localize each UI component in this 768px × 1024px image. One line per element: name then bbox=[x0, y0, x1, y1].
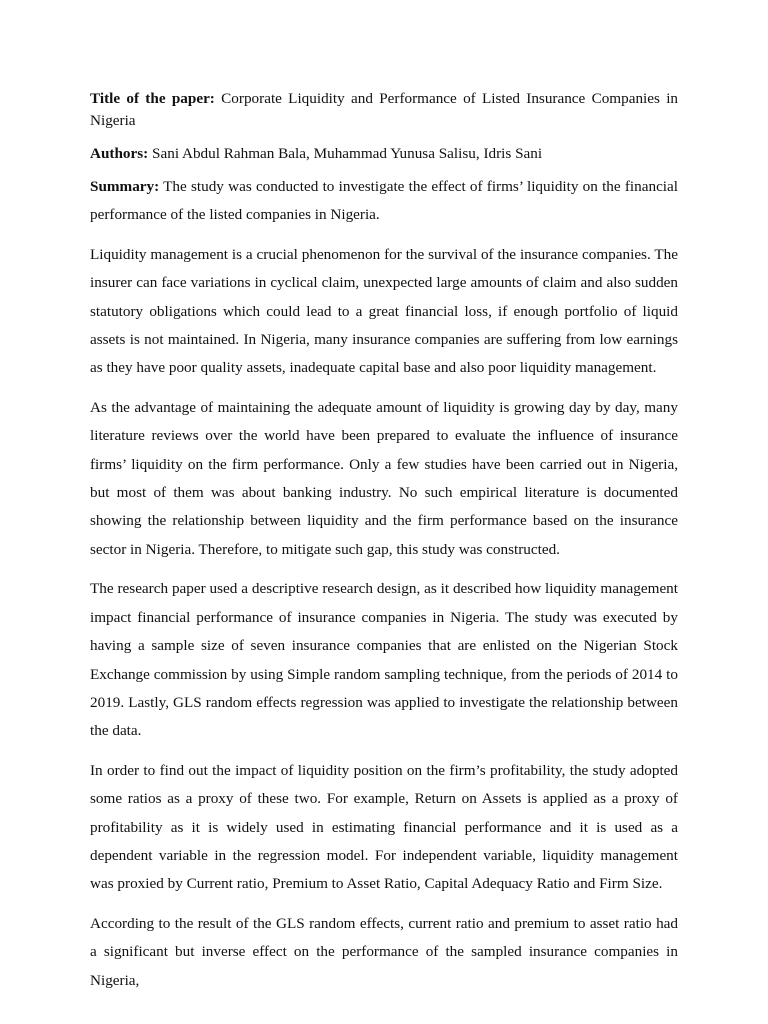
body-paragraph-2: As the advantage of maintaining the adequate amount of liquidity is growing day by day, many literature reviews over the world have been prepared to evaluate the influence of insurance firms’ liquidity on the firm performance. Only a few studies have been carried out in Nigeria, but most of them was about banking industry. No such empirical literature is documented showing the relationship between liquidity and the firm performance based on the insurance sector in Nigeria. Therefore, to mitigate such gap, this study was constructed. bbox=[90, 398, 678, 558]
body-paragraph-1: Liquidity management is a crucial phenomenon for the survival of the insurance companies. The insurer can face variations in cyclical claim, unexpected large amounts of claim and also sudden statutory obligations which could lead to a great financial loss, if enough portfolio of liquid assets is not maintained. In Nigeria, many insurance companies are suffering from low earnings as they have poor quality assets, inadequate capital base and also poor liquidity management. bbox=[90, 245, 678, 377]
summary-text: The study was conducted to investigate the effect of firms’ liquidity on the financial performance of the listed companies in Nigeria. bbox=[90, 178, 678, 224]
title-label: Title of the paper: bbox=[90, 90, 215, 107]
summary-label: Summary: bbox=[90, 178, 160, 195]
body-paragraph-4: In order to find out the impact of liquidity position on the firm’s profitability, the study adopted some ratios as a proxy of these two. For example, Return on Assets is applied as a proxy of profitability as it is widely used in estimating financial performance and it is used as a dependent variable in the regression model. For independent variable, liquidity management was proxied by Current ratio, Premium to Asset Ratio, Capital Adequacy Ratio and Firm Size. bbox=[90, 761, 678, 893]
authors-line bbox=[90, 143, 678, 165]
body-paragraph-5: According to the result of the GLS random effects, current ratio and premium to asset ratio had a significant but inverse effect on the performance of the sampled insurance companies in Nigeria, bbox=[90, 914, 678, 989]
title-text: Corporate Liquidity and Performance of Listed Insurance Companies in Nigeria bbox=[90, 90, 679, 129]
paper-title bbox=[90, 88, 678, 132]
authors-label: Authors: bbox=[90, 145, 149, 162]
body-paragraph-3: The research paper used a descriptive research design, as it described how liquidity management impact financial performance of insurance companies in Nigeria. The study was executed by having a sample size of seven insurance companies that are enlisted on the Nigerian Stock Exchange commission by using Simple random sampling technique, from the periods of 2014 to 2019. Lastly, GLS random effects regression was applied to investigate the relationship between the data. bbox=[90, 580, 678, 740]
authors-text: Sani Abdul Rahman Bala, Muhammad Yunusa Salisu, Idris Sani bbox=[152, 145, 543, 162]
summary-paragraph bbox=[90, 173, 678, 230]
document-page bbox=[90, 88, 678, 1006]
